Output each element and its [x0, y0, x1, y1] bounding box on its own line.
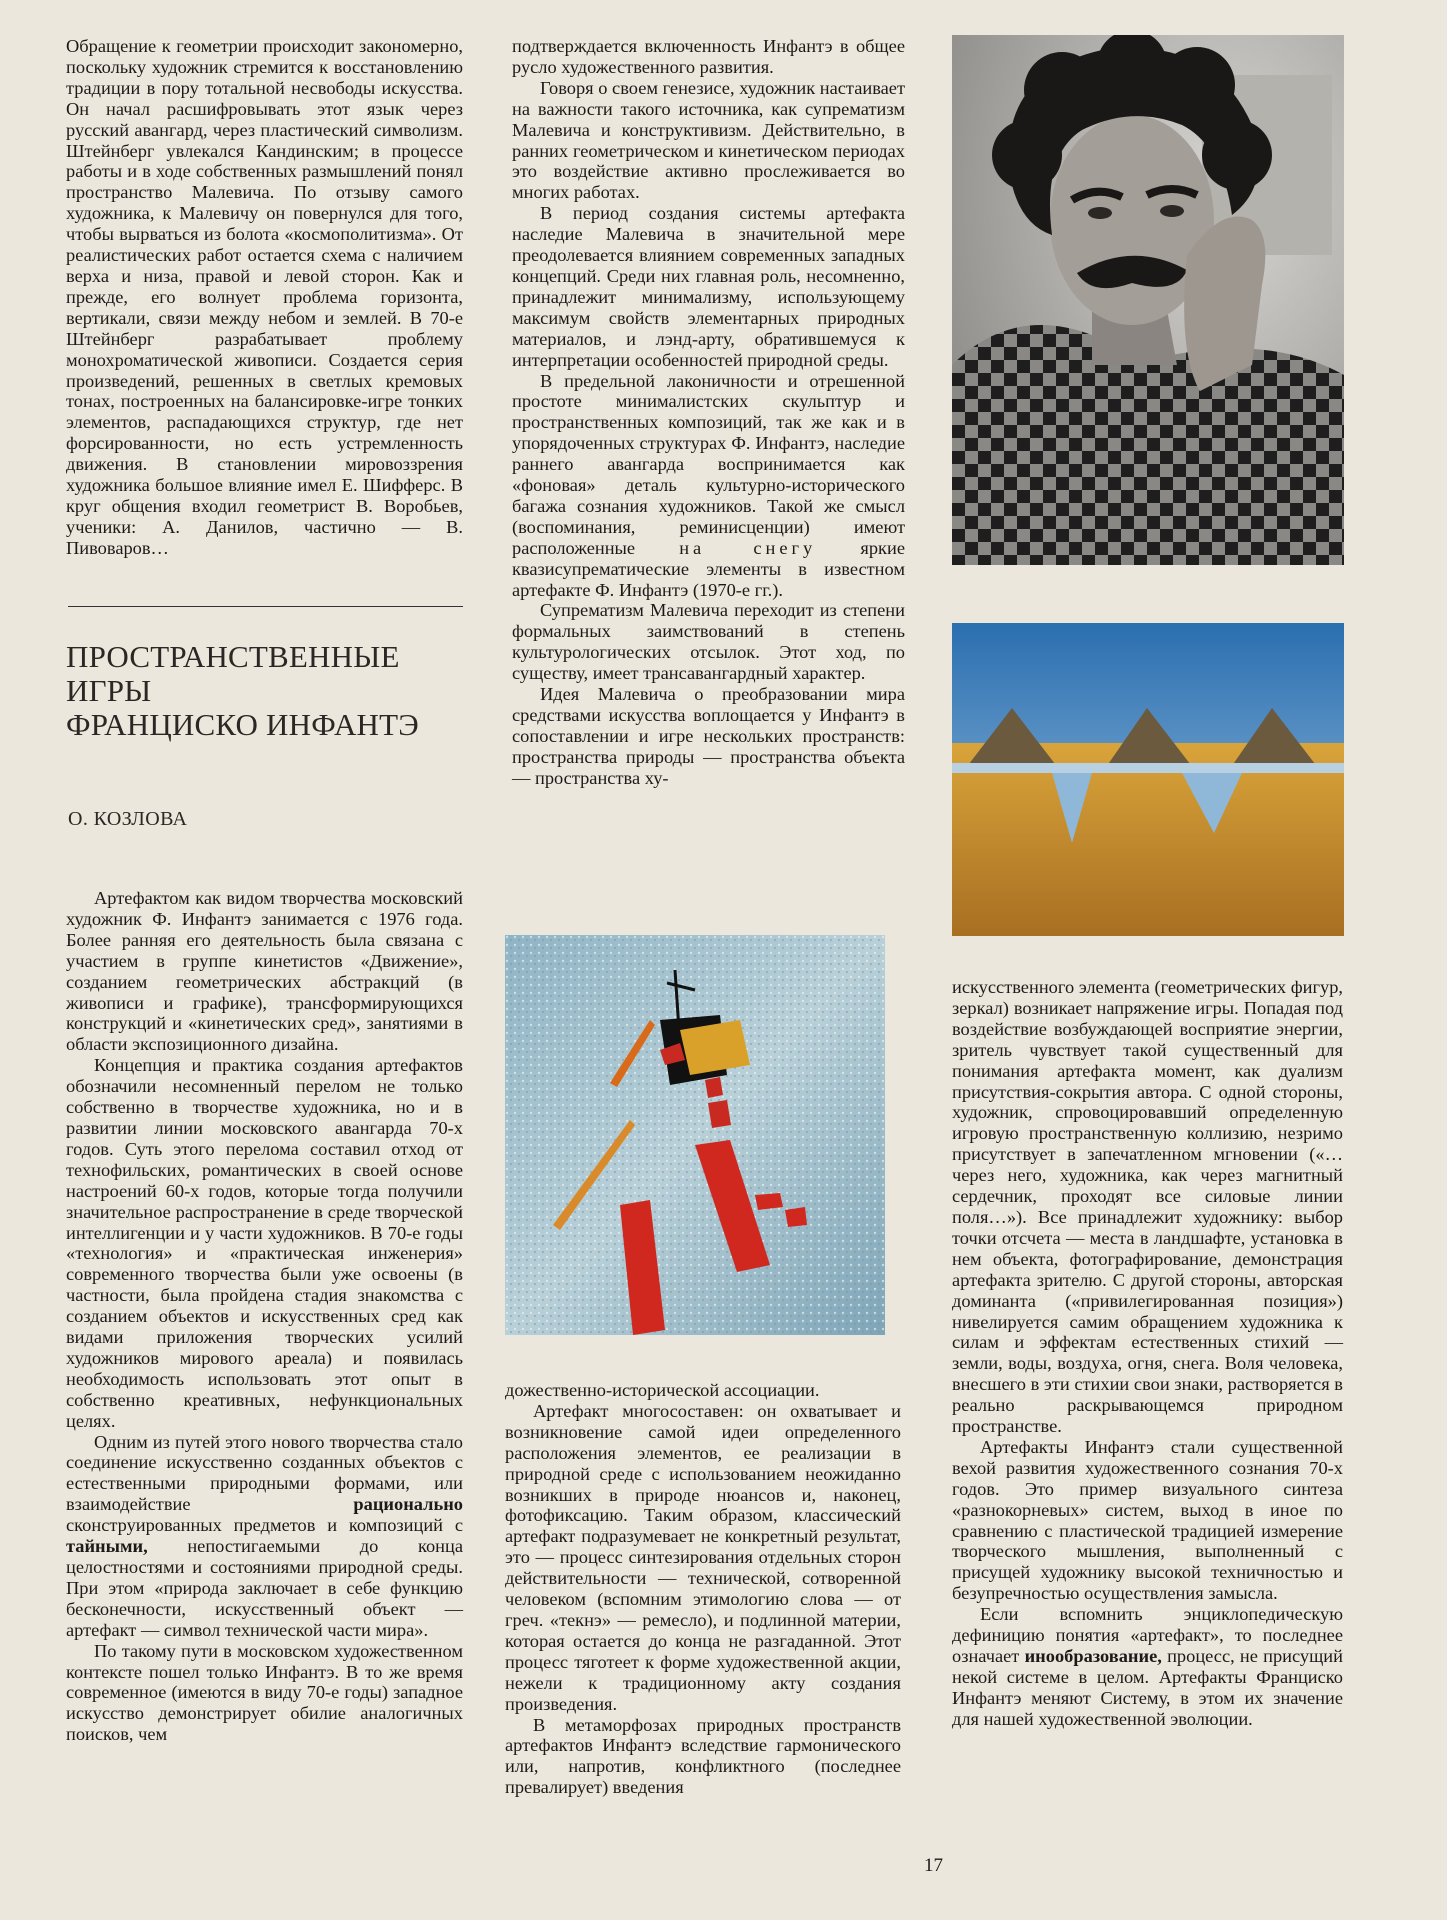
text-run: процесс, не присущий некой системе в целом. Артефакты Франциско Инфантэ меняют Систему, в этом их значение для нашей художественной эволюции. [952, 1646, 1343, 1729]
paragraph: В метаморфозах природных пространств артефактов Инфантэ вследствие гармонического или, напротив, конфликтного (последнее превалирует) введения [505, 1714, 901, 1798]
paragraph: В период создания системы артефакта наследие Малевича в значительной мере преодолевается влиянием современных западных концепций. Среди них главная роль, несомненно, принадлежит минимализму, использующему максимум свойств элементарных природных материалов, и лэнд-арту, обратившемуся к интерпретации особенностей природной среды. [512, 203, 905, 370]
artist-portrait-photo [952, 35, 1344, 565]
page-number: 17 [924, 1855, 943, 1876]
text-run: непостигаемыми до конца целостностями и состояниями природной среды. При этом «природа заключает в себе функцию бесконечности, искусственный объект — артефакт — символ технической части мира». [66, 1536, 463, 1640]
column-1-bottom [66, 888, 463, 1745]
paragraph: Говоря о своем генезисе, художник настаивает на важности такого источника, как супрематизм Малевича и конструктивизм. Действительно, в ранних геометрическом и кинетическом периодах это воздействие активно прослеживается во многих работах. [512, 77, 905, 203]
paragraph [952, 1604, 1343, 1729]
paragraph [512, 371, 905, 601]
spaced-phrase: на снегу [679, 537, 817, 558]
text-run: Если вспомнить энциклопедическую дефиницию понятия «артефакт», то последнее означает [952, 1604, 1343, 1666]
paragraph: подтверждается включенность Инфантэ в общее русло художественного развития. [512, 36, 905, 77]
section-divider [68, 606, 463, 607]
portrait-illustration [952, 35, 1344, 565]
article-title-line-1: ПРОСТРАНСТВЕННЫЕ ИГРЫ [66, 639, 400, 708]
column-2-bottom [505, 1380, 901, 1798]
text-run: В предельной лаконичности и отрешенной простоте минималистских скульптур и пространственных композиций, так же как и в упорядоченных структурах Ф. Инфантэ, наследие раннего авангарда воспринимается как «фоновая» деталь культурно-исторического багажа сознания художников. Такой же смысл (воспоминания, реминисценции) имеют расположенные [512, 370, 905, 558]
bold-term: инообразование, [1024, 1646, 1162, 1666]
column-1-top [66, 36, 463, 559]
article-title [66, 640, 466, 742]
paragraph: По такому пути в московском художественном контексте пошел только Инфантэ. В то же время современное (имеются в виду 70-е годы) западное искусство демонстрирует обилие аналогичных поисков, чем [66, 1640, 463, 1745]
paragraph: Артефакт многосоставен: он охватывает и возникновение самой идеи определенного расположения элементов, ее реализации в природной среде с использованием неожиданно возникших в природе нюансов и, наконец, фотофиксацию. Таким образом, классический артефакт подразумевает не конкретный результат, это — процесс синтезирования отдельных сторон действительности — технической, сотворенной человеком (вспомним этимологию слова — от греч. «текнэ» — ремесло), и подлинной материи, которая остается до конца не разгаданной. Этот процесс тяготеет к форме художественной акции, нежели к традиционному акту создания произведения. [505, 1400, 901, 1714]
paragraph [66, 1432, 463, 1641]
text-run: яркие квазисупрематические элементы в известном артефакте Ф. Инфантэ (1970-е гг.). [512, 537, 905, 600]
paragraph: Супрематизм Малевича переходит из степени формальных заимствований в степень культурологических отсылок. Этот ход, по существу, имеет трансавангардный характер. [512, 600, 905, 684]
article-title-line-2: ФРАНЦИСКО ИНФАНТЭ [66, 707, 419, 742]
column-2-top [512, 36, 905, 789]
column-3-bottom [952, 977, 1343, 1730]
bold-term: тайными, [66, 1536, 148, 1557]
author-byline: О. КОЗЛОВА [68, 808, 188, 830]
paragraph: Концепция и практика создания артефактов обозначили несомненный перелом не только собственно в творчестве художника, но и в развитии линии московского авангарда 70-х годов. Суть этого перелома составил отход от технофильских, романтических в своей основе настроений 60-х годов, которые тогда получили значительное распространение в среде творческой интеллигенции и у части художников. В 70-е годы «технология» и «практическая инженерия» современного творчества были уже освоены (в частности, была пройдена стадия знакомства с созданием объектов и искусственных сред как видами приложения творческих усилий художников мирового ареала) и появилась необходимость использовать этот опыт в собственно креативных, нефункциональных целях. [66, 1055, 463, 1431]
paragraph: Артефактом как видом творчества московский художник Ф. Инфантэ занимается с 1976 года. Более ранняя его деятельность была связана с участием в группе кинетистов «Движение», созданием геометрических абстракций (в живописи и графике), трансформирующихся конструкций и «кинетических сред», занятиями в области экспозиционного дизайна. [66, 888, 463, 1055]
paragraph: Идея Малевича о преобразовании мира средствами искусства воплощается у Инфантэ в сопоставлении и игре нескольких пространств: пространства природы — пространства объекта — пространства ху- [512, 684, 905, 788]
paragraph: Обращение к геометрии происходит закономерно, поскольку художник стремится к восстановлению традиции в пору тотальной несвободы искусства. Он начал расшифровывать этот язык через русский авангард, через пластический символизм. Штейнберг увлекался Кандинским; в процессе работы и в ходе собственных размышлений понял пространство Малевича. По отзыву самого художника, к Малевичу он повернулся для того, чтобы вырваться из болота «космополитизма». От реалистических работ остается схема с наличием верха и низа, правой и левой сторон. Как и прежде, его волнует проблема горизонта, вертикали, связи между небом и землей. В 70-е Штейнберг разрабатывает проблему монохроматической живописи. Создается серия произведений, решенных в светлых кремовых тонах, построенных на балансировке-игре тонких элементов, распадающихся структур, где нет форсированности, но есть устремленность движения. В становлении мировоззрения художника большое влияние имел Е. Шифферс. В круг общения входил геометрист В. Воробьев, ученики: А. Данилов, частично — В. Пивоваров… [66, 36, 463, 558]
paragraph: Артефакты Инфантэ стали существенной вехой развития художественного сознания 70-х годов. Это пример визуального синтеза «разнокорневых» систем, выход в иное по сравнению с пластической традицией измерение творческого мышления, выполненный с присущей художнику высокой техничностью и безупречностью осуществления замысла. [952, 1436, 1343, 1604]
bold-term: рационально [353, 1494, 463, 1515]
paragraph: дожественно-исторической ассоциации. [505, 1380, 820, 1400]
triangles-illustration [952, 623, 1344, 936]
paragraph: искусственного элемента (геометрических фигур, зеркал) возникает напряжение игры. Попадая под воздействие возбуждающей восприятие энергии, зритель чувствует такой существенный для понимания артефакта момент, как дуализм присутствия-сокрытия автора. С одной стороны, художник, спровоцировавший определенную игровую пространственную коллизию, незримо присутствует в запечатленном мгновении («…через него, художника, как через магнитный сердечник, проходят все силовые линии поля…»). Все принадлежит художнику: выбор точки отсчета — места в ландшафте, установка в нем объекта, фотографирование, демонстрация артефакта зрителю. С другой стороны, авторская доминанта («привилегированная позиция») нивелируется самим обращением художника к силам и эффектам естественных стихий — земли, воды, воздуха, огня, снега. Воля человека, внесшего в эти стихии свои знаки, растворяется в реально раскрывающемся природном пространстве. [952, 977, 1343, 1437]
triangles-artefact-photo [952, 623, 1344, 936]
suprematist-snow-artefact-photo [505, 935, 885, 1335]
snow-artefact-illustration [505, 935, 885, 1335]
text-run: Одним из путей этого нового творчества стало соединение искусственно созданных объектов с естественными природными формами, или взаимодействие [66, 1431, 463, 1515]
text-run: сконструированных предметов и композиций с [66, 1515, 463, 1536]
